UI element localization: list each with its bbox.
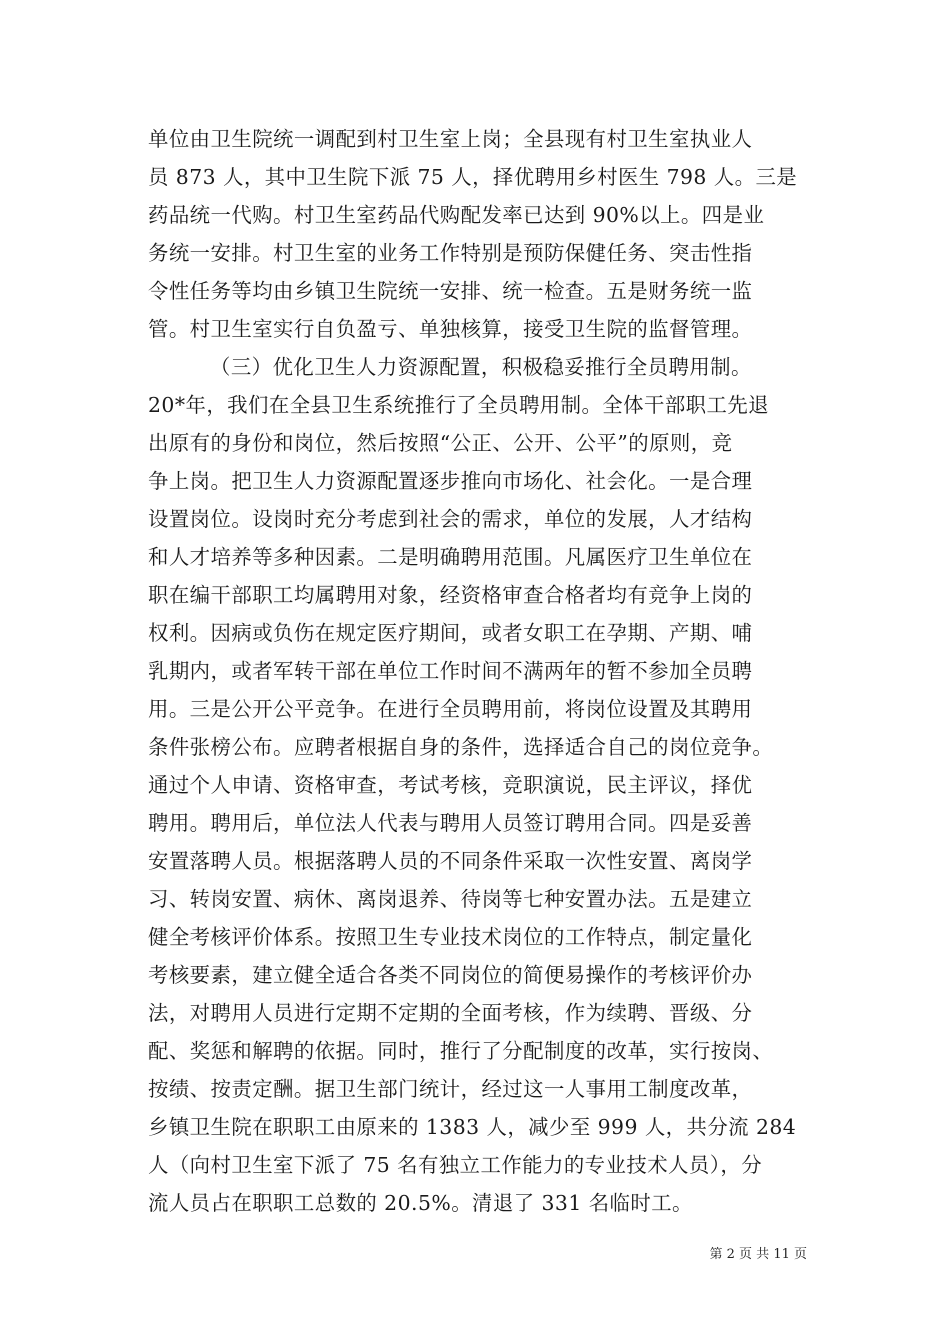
text-line: 配、奖惩和解聘的依据。同时，推行了分配制度的改革，实行按岗、 xyxy=(148,1039,774,1063)
text-line: 聘用。聘用后，单位法人代表与聘用人员签订聘用合同。四是妥善 xyxy=(148,811,753,835)
text-line: 安置落聘人员。根据落聘人员的不同条件采取一次性安置、离岗学 xyxy=(148,849,753,873)
text-line: 管。村卫生室实行自负盈亏、单独核算，接受卫生院的监督管理。 xyxy=(148,317,753,341)
text-line: 务统一安排。村卫生室的业务工作特别是预防保健任务、突击性指 xyxy=(148,241,753,265)
text-line: 法，对聘用人员进行定期不定期的全面考核，作为续聘、晋级、分 xyxy=(148,1001,753,1025)
text-line: 令性任务等均由乡镇卫生院统一安排、统一检查。五是财务统一监 xyxy=(148,279,753,303)
page-number-label: 第 2 页 共 11 页 xyxy=(709,1247,807,1262)
text-line: 争上岗。把卫生人力资源配置逐步推向市场化、社会化。一是合理 xyxy=(148,469,753,493)
text-line: 出原有的身份和岗位，然后按照“公正、公开、公平”的原则，竞 xyxy=(148,431,733,455)
text-line: 员 873 人，其中卫生院下派 75 人，择优聘用乡村医生 798 人。三是 xyxy=(148,165,798,189)
text-line: 乡镇卫生院在职职工由原来的 1383 人，减少至 999 人，共分流 284 xyxy=(148,1115,797,1139)
text-line: 按绩、按责定酬。据卫生部门统计，经过这一人事用工制度改革， xyxy=(148,1077,753,1101)
text-line: 乳期内，或者军转干部在单位工作时间不满两年的暂不参加全员聘 xyxy=(148,659,753,683)
text-line: 习、转岗安置、病休、离岗退养、待岗等七种安置办法。五是建立 xyxy=(148,887,753,911)
text-line: 权利。因病或负伤在规定医疗期间，或者女职工在孕期、产期、哺 xyxy=(148,621,753,645)
text-line: 用。三是公开公平竞争。在进行全员聘用前，将岗位设置及其聘用 xyxy=(148,697,753,721)
text-line: 健全考核评价体系。按照卫生专业技术岗位的工作特点，制定量化 xyxy=(148,925,753,949)
text-line: 人（向村卫生室下派了 75 名有独立工作能力的专业技术人员），分 xyxy=(148,1153,763,1177)
text-line: 设置岗位。设岗时充分考虑到社会的需求，单位的发展，人才结构 xyxy=(148,507,753,531)
text-line: 职在编干部职工均属聘用对象，经资格审查合格者均有竞争上岗的 xyxy=(148,583,753,607)
text-line: 考核要素，建立健全适合各类不同岗位的简便易操作的考核评价办 xyxy=(148,963,753,987)
text-line: 药品统一代购。村卫生室药品代购配发率已达到 90%以上。四是业 xyxy=(148,203,765,227)
document-body xyxy=(148,120,808,1222)
text-line: 流人员占在职职工总数的 20.5%。清退了 331 名临时工。 xyxy=(148,1191,693,1215)
text-line: 20*年，我们在全县卫生系统推行了全员聘用制。全体干部职工先退 xyxy=(148,393,770,417)
text-line: 单位由卫生院统一调配到村卫生室上岗；全县现有村卫生室执业人 xyxy=(148,127,753,151)
section-heading: （三）优化卫生人力资源配置，积极稳妥推行全员聘用制。 xyxy=(210,355,752,379)
text-line: 通过个人申请、资格审查，考试考核，竞职演说，民主评议，择优 xyxy=(148,773,753,797)
text-line: 和人才培养等多种因素。二是明确聘用范围。凡属医疗卫生单位在 xyxy=(148,545,753,569)
text-line: 条件张榜公布。应聘者根据自身的条件，选择适合自己的岗位竞争。 xyxy=(148,735,774,759)
page-footer xyxy=(710,1246,807,1264)
